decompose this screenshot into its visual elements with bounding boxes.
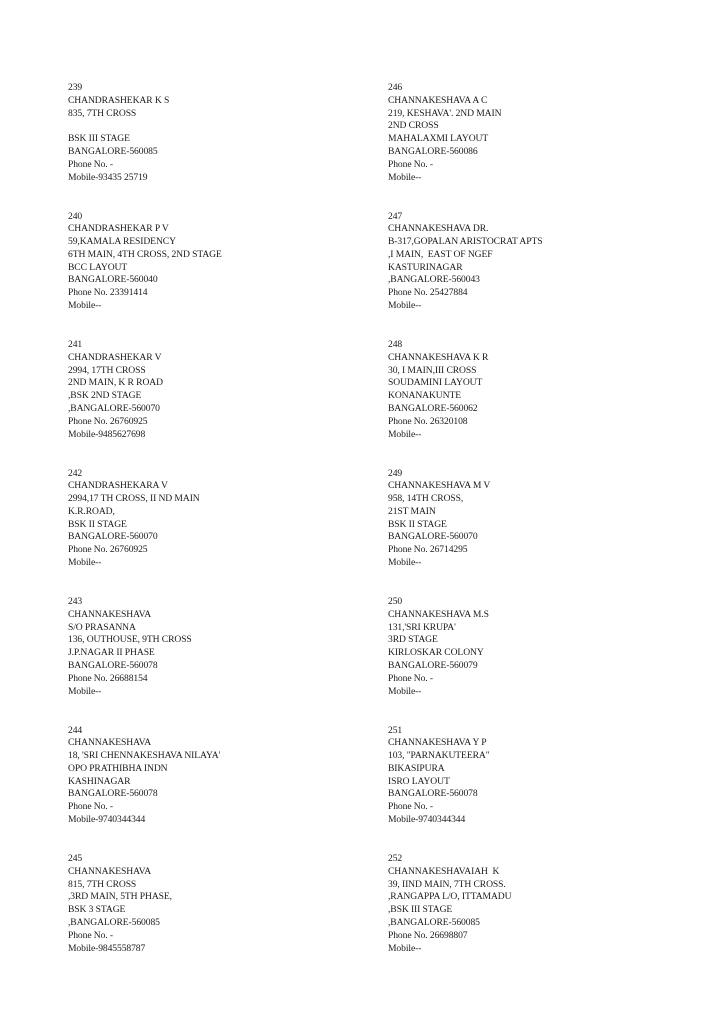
address-line-2: 3RD STAGE: [388, 634, 438, 646]
phone-number: Phone No. -: [388, 672, 433, 684]
member-name: CHANNAKESHAVA A C: [388, 94, 488, 106]
address-line-3: KIRLOSKAR COLONY: [388, 647, 484, 659]
member-name: CHANNAKESHAVA K R: [388, 351, 489, 363]
address-line-1: 958, 14TH CROSS,: [388, 493, 464, 505]
mobile-number: Mobile--: [388, 685, 422, 697]
member-name: CHANDRASHEKAR V: [68, 351, 162, 363]
address-line-3: BSK III STAGE: [68, 133, 130, 145]
mobile-number: Mobile-9485627698: [68, 428, 146, 440]
member-name: CHANDRASHEKAR K S: [68, 94, 170, 106]
member-name: CHANNAKESHAVA Y P: [388, 737, 487, 749]
mobile-number: Mobile--: [68, 685, 102, 697]
entry-number: 243: [68, 596, 83, 607]
address-line-2: K.R.ROAD,: [68, 505, 115, 517]
entry-number: 242: [68, 467, 83, 479]
phone-number: Phone No. 25427884: [388, 287, 468, 299]
city-pincode: BANGALORE-560070: [68, 531, 158, 543]
member-name: CHANNAKESHAVA: [68, 865, 152, 877]
entry-number: 252: [388, 853, 403, 864]
address-line-3: MAHALAXMI LAYOUT: [388, 133, 489, 145]
phone-number: Phone No. 26714295: [388, 544, 468, 556]
address-line-3: ISRO LAYOUT: [388, 775, 450, 787]
member-name: CHANNAKESHAVA DR.: [388, 223, 489, 235]
mobile-number: Mobile--: [388, 428, 422, 440]
phone-number: Phone No. 23391414: [68, 287, 148, 299]
entry-number: 248: [388, 339, 403, 350]
phone-number: Phone No. -: [388, 158, 433, 170]
city-pincode: ,BANGALORE-560043: [388, 274, 480, 286]
address-line-1: 39, IIND MAIN, 7TH CROSS.: [388, 878, 506, 890]
entry-number: 249: [388, 467, 403, 479]
address-line-3: BCC LAYOUT: [68, 261, 128, 273]
address-line-2: SOUDAMINI LAYOUT: [388, 377, 483, 389]
address-line-3: ,BSK 2ND STAGE: [68, 390, 142, 402]
city-pincode: ,BANGALORE-560085: [68, 916, 160, 928]
mobile-number: Mobile--: [388, 942, 422, 954]
address-line-2: 2ND MAIN, K R ROAD: [68, 377, 163, 389]
mobile-number: Mobile-93435 25719: [68, 171, 148, 183]
city-pincode: BANGALORE-560040: [68, 274, 158, 286]
mobile-number: Mobile--: [68, 557, 102, 569]
directory-entry: [68, 725, 368, 854]
entry-number: 245: [68, 853, 83, 864]
entry-number: 246: [388, 82, 403, 93]
address-line-3: KONANAKUNTE: [388, 390, 461, 402]
directory-entry: [388, 596, 688, 725]
mobile-number: Mobile--: [68, 300, 102, 312]
directory-entry: [68, 211, 368, 340]
right-column: [388, 82, 688, 982]
entry-number: 239: [68, 82, 83, 93]
address-line-2: OPO PRATHIBHA INDN: [68, 762, 168, 774]
phone-number: Phone No. 26760925: [68, 415, 148, 427]
city-pincode: BANGALORE-560070: [388, 531, 478, 543]
address-line-2: 21ST MAIN: [388, 505, 436, 517]
directory-entry: [68, 596, 368, 725]
member-name: CHANNAKESHAVA M.S: [388, 608, 489, 620]
city-pincode: ,BANGALORE-560070: [68, 402, 160, 414]
member-name: CHANNAKESHAVA M V: [388, 480, 491, 492]
mobile-number: Mobile--: [388, 171, 422, 183]
city-pincode: BANGALORE-560079: [388, 659, 478, 671]
address-line-1: B-317,GOPALAN ARISTOCRAT APTS: [388, 236, 543, 248]
mobile-number: Mobile-9740344344: [68, 814, 146, 826]
left-column: [68, 82, 368, 982]
address-line-3: J.P.NAGAR II PHASE: [68, 647, 155, 659]
address-line-2: ,RANGAPPA L/O, ITTAMADU: [388, 891, 512, 903]
directory-entry: [68, 468, 368, 597]
address-line-2: BIKASIPURA: [388, 762, 445, 774]
directory-entry: [68, 82, 368, 211]
phone-number: Phone No. -: [68, 929, 113, 941]
address-line-1: 219, KESHAVA'. 2ND MAIN: [388, 107, 502, 119]
mobile-number: Mobile-9740344344: [388, 814, 466, 826]
phone-number: Phone No. -: [68, 158, 113, 170]
address-line-3: BSK 3 STAGE: [68, 904, 126, 916]
city-pincode: BANGALORE-560062: [388, 402, 478, 414]
member-name: CHANDRASHEKAR P V: [68, 223, 169, 235]
directory-entry: [388, 339, 688, 468]
city-pincode: BANGALORE-560078: [68, 788, 158, 800]
entry-number: 244: [68, 724, 83, 736]
entry-number: 240: [68, 210, 83, 222]
directory-entry: [388, 853, 688, 982]
mobile-number: Mobile-9845558787: [68, 942, 146, 954]
address-line-3: ,BSK III STAGE: [388, 904, 453, 916]
directory-entry: [388, 468, 688, 597]
directory-entry: [68, 853, 368, 982]
city-pincode: BANGALORE-560078: [68, 659, 158, 671]
address-line-3: KASTURINAGAR: [388, 261, 463, 273]
phone-number: Phone No. -: [388, 801, 433, 813]
address-line-1: S/O PRASANNA: [68, 621, 136, 633]
phone-number: Phone No. 26320108: [388, 415, 468, 427]
mobile-number: Mobile--: [388, 557, 422, 569]
city-pincode: BANGALORE-560085: [68, 145, 158, 157]
member-name: CHANDRASHEKARA V: [68, 480, 168, 492]
address-line-2: 136, OUTHOUSE, 9TH CROSS: [68, 634, 192, 646]
entry-number: 250: [388, 596, 403, 607]
phone-number: Phone No. -: [68, 801, 113, 813]
member-name: CHANNAKESHAVA: [68, 737, 152, 749]
address-line-3: BSK II STAGE: [68, 518, 127, 530]
entry-number: 241: [68, 339, 83, 350]
entry-number: 251: [388, 724, 403, 736]
address-line-1: 815, 7TH CROSS: [68, 878, 137, 890]
directory-entry: [68, 339, 368, 468]
phone-number: Phone No. 26688154: [68, 672, 148, 684]
mobile-number: Mobile--: [388, 300, 422, 312]
directory-entry: [388, 725, 688, 854]
city-pincode: BANGALORE-560078: [388, 788, 478, 800]
address-line-2: 6TH MAIN, 4TH CROSS, 2ND STAGE: [68, 248, 222, 260]
address-line-3: BSK II STAGE: [388, 518, 447, 530]
address-line-1: 59,KAMALA RESIDENCY: [68, 236, 176, 248]
address-line-3: KASHINAGAR: [68, 775, 131, 787]
address-line-1: 131,'SRI KRUPA': [388, 621, 456, 633]
address-line-2: [68, 120, 368, 133]
member-name: CHANNAKESHAVAIAH K: [388, 865, 500, 877]
member-name: CHANNAKESHAVA: [68, 608, 152, 620]
address-line-1: 2994, 17TH CROSS: [68, 364, 146, 376]
city-pincode: ,BANGALORE-560085: [388, 916, 480, 928]
address-line-2: ,I MAIN, EAST OF NGEF: [388, 248, 493, 260]
entry-number: 247: [388, 210, 403, 222]
address-line-1: 103, "PARNAKUTEERA": [388, 750, 490, 762]
city-pincode: BANGALORE-560086: [388, 145, 478, 157]
address-line-2: ,3RD MAIN, 5TH PHASE,: [68, 891, 172, 903]
address-line-1: 30, I MAIN,III CROSS: [388, 364, 477, 376]
address-line-1: 2994,17 TH CROSS, II ND MAIN: [68, 493, 200, 505]
directory-entry: [388, 211, 688, 340]
address-line-1: 18, 'SRI CHENNAKESHAVA NILAYA': [68, 750, 221, 762]
phone-number: Phone No. 26760925: [68, 544, 148, 556]
address-line-2: 2ND CROSS: [388, 120, 439, 132]
address-line-1: 835, 7TH CROSS: [68, 107, 137, 119]
directory-entry: [388, 82, 688, 211]
phone-number: Phone No. 26698807: [388, 929, 468, 941]
